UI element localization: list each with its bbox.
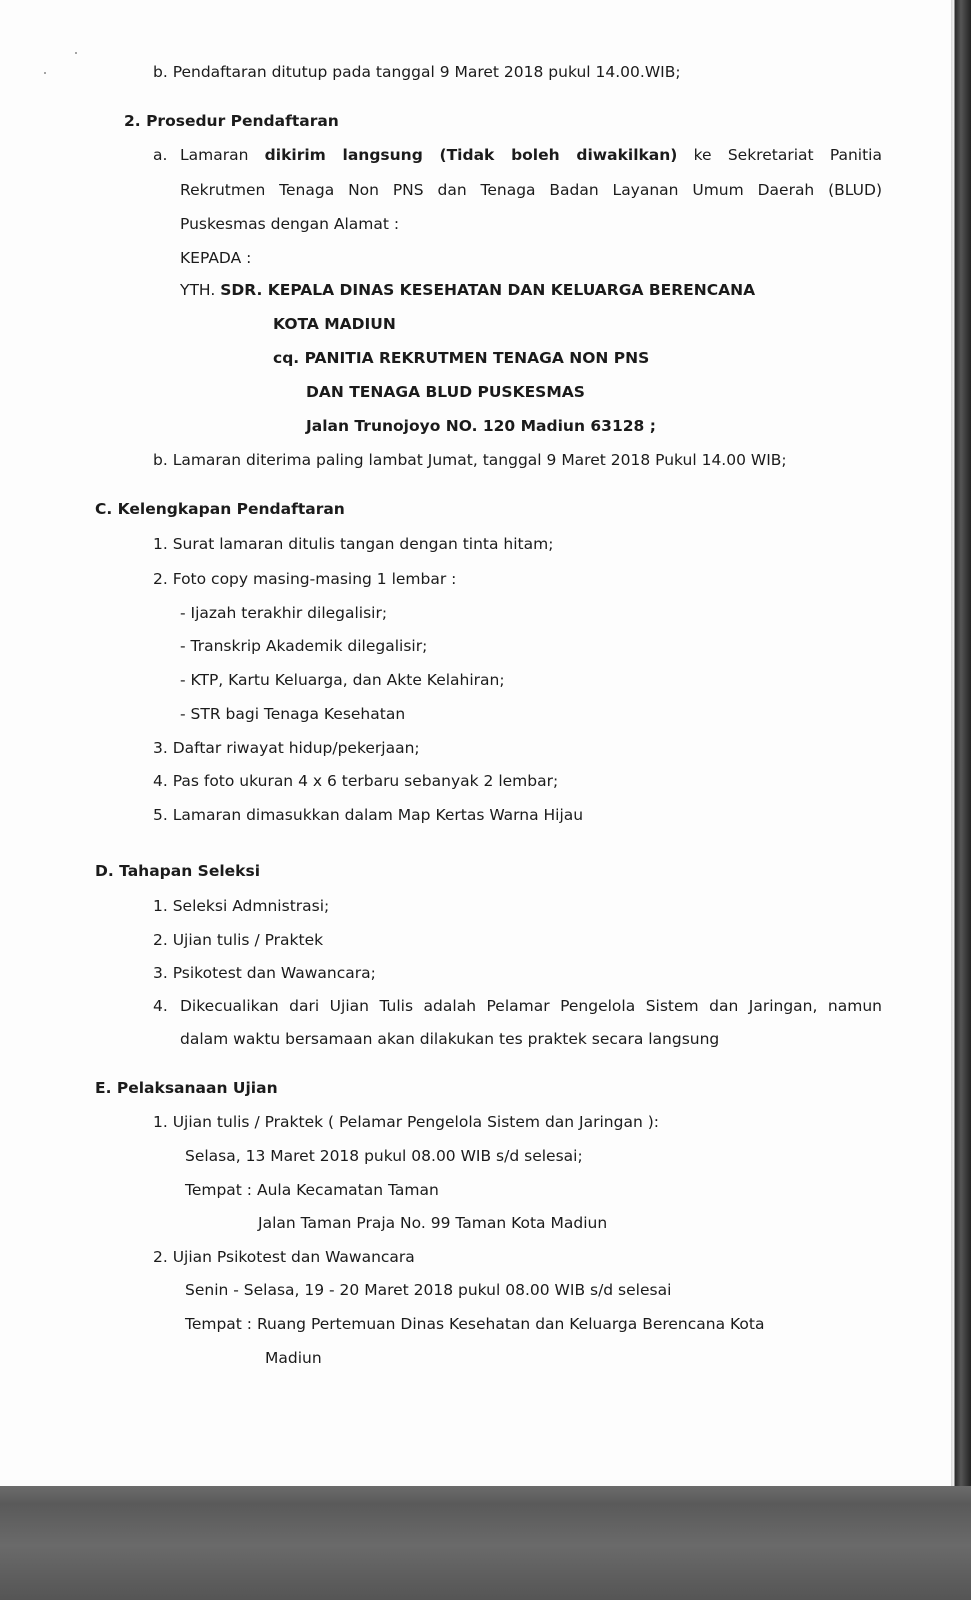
section-2-title: 2. Prosedur Pendaftaran: [124, 112, 339, 130]
item-a-line2: Rekrutmen Tenaga Non PNS dan Tenaga Badan Layanan Umum Daerah (BLUD): [180, 181, 882, 199]
sub-list-item: - KTP, Kartu Keluarga, dan Akte Kelahiran;: [180, 671, 505, 689]
item-b-line: b. Lamaran diterima paling lambat Jumat, tanggal 9 Maret 2018 Pukul 14.00 WIB;: [153, 451, 787, 469]
registration-closing-line: b. Pendaftaran ditutup pada tanggal 9 Maret 2018 pukul 14.00.WIB;: [153, 63, 681, 81]
scan-edge: [951, 0, 971, 1486]
yth-label: YTH.: [180, 281, 221, 299]
kepada-label: KEPADA :: [180, 249, 252, 267]
address-street: Jalan Trunojoyo NO. 120 Madiun 63128 ;: [306, 417, 656, 435]
sub-list-item: - Ijazah terakhir dilegalisir;: [180, 604, 388, 622]
scan-speck: [75, 52, 77, 54]
list-item: 1. Ujian tulis / Praktek ( Pelamar Pengelola Sistem dan Jaringan ):: [153, 1113, 659, 1131]
address-cq: cq. PANITIA REKRUTMEN TENAGA NON PNS: [273, 349, 650, 367]
address-block-line1: [180, 280, 755, 300]
section-c-title: C. Kelengkapan Pendaftaran: [95, 500, 345, 518]
sub-list-item: - STR bagi Tenaga Kesehatan: [180, 705, 406, 723]
list-item: 1. Surat lamaran ditulis tangan dengan tinta hitam;: [153, 535, 554, 553]
list-item: 1. Seleksi Admnistrasi;: [153, 897, 330, 915]
list-item-continuation: dalam waktu bersamaan akan dilakukan tes praktek secara langsung: [180, 1030, 720, 1048]
list-item: 5. Lamaran dimasukkan dalam Map Kertas Warna Hijau: [153, 806, 584, 824]
list-item: 3. Daftar riwayat hidup/pekerjaan;: [153, 739, 420, 757]
list-item: 3. Psikotest dan Wawancara;: [153, 964, 376, 982]
exam-place: Tempat : Aula Kecamatan Taman: [185, 1181, 439, 1199]
section-d-title: D. Tahapan Seleksi: [95, 862, 261, 880]
item-a-marker: a.: [153, 146, 168, 164]
list-item: 2. Foto copy masing-masing 1 lembar :: [153, 570, 457, 588]
item-a-bold-text: dikirim langsung (Tidak boleh diwakilkan): [264, 146, 678, 164]
exam-date: Senin - Selasa, 19 - 20 Maret 2018 pukul 08.00 WIB s/d selesai: [185, 1281, 672, 1299]
scan-speck: [44, 72, 46, 74]
item-a-text-end: ke Sekretariat Panitia: [677, 146, 882, 164]
exam-place-address: Jalan Taman Praja No. 99 Taman Kota Madiun: [258, 1214, 608, 1232]
exam-date: Selasa, 13 Maret 2018 pukul 08.00 WIB s/d selesai;: [185, 1147, 583, 1165]
list-item: Dikecualikan dari Ujian Tulis adalah Pelamar Pengelola Sistem dan Jaringan, namun: [180, 997, 882, 1015]
scan-margin: [0, 1486, 971, 1600]
item-a-text: Lamaran: [180, 146, 265, 164]
item-a-line3: Puskesmas dengan Alamat :: [180, 215, 400, 233]
exam-place-continuation: Madiun: [265, 1349, 322, 1367]
sub-list-item: - Transkrip Akademik dilegalisir;: [180, 637, 428, 655]
list-item-marker: 4.: [153, 997, 168, 1015]
exam-place: Tempat : Ruang Pertemuan Dinas Kesehatan dan Keluarga Berencana Kota: [185, 1315, 765, 1333]
list-item: 2. Ujian Psikotest dan Wawancara: [153, 1248, 415, 1266]
address-recipient: SDR. KEPALA DINAS KESEHATAN DAN KELUARGA BERENCANA: [220, 281, 756, 299]
address-city: KOTA MADIUN: [273, 315, 396, 333]
list-item: 4. Pas foto ukuran 4 x 6 terbaru sebanyak 2 lembar;: [153, 772, 559, 790]
address-cq2: DAN TENAGA BLUD PUSKESMAS: [306, 383, 585, 401]
section-e-title: E. Pelaksanaan Ujian: [95, 1079, 278, 1097]
list-item: 2. Ujian tulis / Praktek: [153, 931, 324, 949]
item-a-line1: [180, 145, 882, 185]
